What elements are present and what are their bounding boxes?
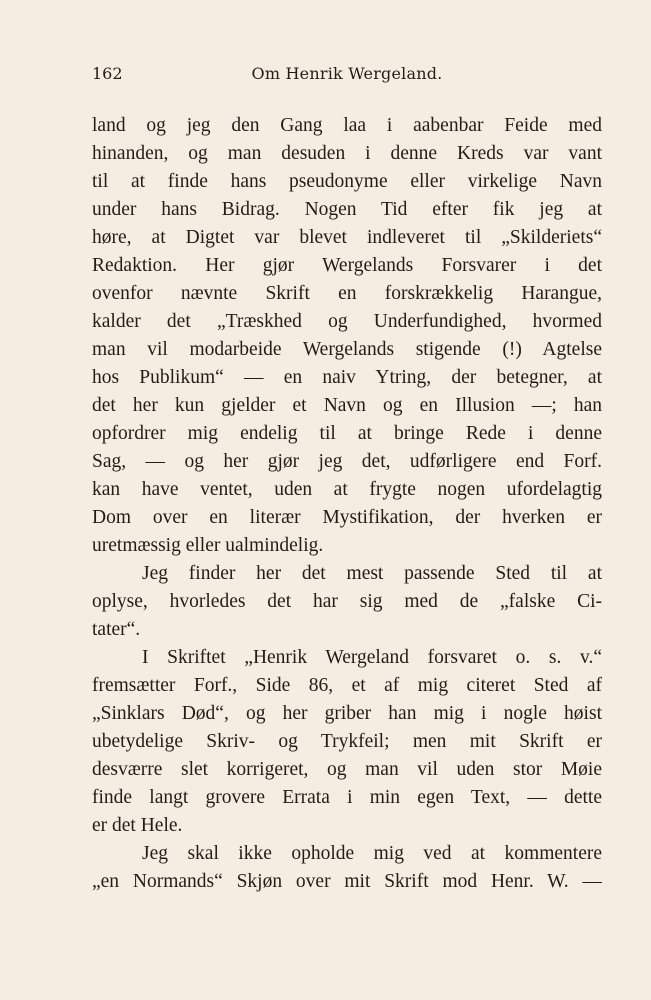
page-number: 162 [92, 64, 123, 83]
text-line: I Skriftet „Henrik Wergeland forsvaret o. s. v.“ [142, 647, 602, 668]
body-text [92, 112, 602, 896]
text-line: opfordrer mig endelig til at bringe Rede i denne [92, 423, 602, 444]
text-line: Redaktion. Her gjør Wergelands Forsvarer i det [92, 255, 602, 276]
text-line: ubetydelige Skriv- og Trykfeil; men mit Skrift er [92, 731, 602, 752]
text-line: hos Publikum“ — en naiv Ytring, der betegner, at [92, 367, 602, 388]
text-line: „en Normands“ Skjøn over mit Skrift mod Henr. W. — [92, 871, 602, 892]
text-line: Sag, — og her gjør jeg det, udførligere end Forf. [92, 451, 602, 472]
text-line: kan have ventet, uden at frygte nogen ufordelagtig [92, 479, 602, 500]
page-header [92, 62, 602, 86]
text-line: høre, at Digtet var blevet indleveret til „Skilderiets“ [92, 227, 602, 248]
text-line: kalder det „Træskhed og Underfundighed, hvormed [92, 311, 602, 332]
text-line: Jeg skal ikke opholde mig ved at kommentere [142, 843, 602, 864]
text-line: er det Hele. [92, 815, 183, 836]
text-line: Jeg finder her det mest passende Sted til at [142, 563, 602, 584]
running-title: Om Henrik Wergeland. [251, 64, 443, 83]
text-line: „Sinklars Død“, og her griber han mig i nogle høist [92, 703, 602, 724]
text-line: desværre slet korrigeret, og man vil uden stor Møie [92, 759, 602, 780]
text-line: tater“. [92, 619, 141, 640]
text-line: ovenfor nævnte Skrift en forskrækkelig Harangue, [92, 283, 602, 304]
text-line: hinanden, og man desuden i denne Kreds var vant [92, 143, 602, 164]
text-line: man vil modarbeide Wergelands stigende (!) Agtelse [92, 339, 602, 360]
text-line: Dom over en literær Mystifikation, der hverken er [92, 507, 602, 528]
text-line: fremsætter Forf., Side 86, et af mig citeret Sted af [92, 675, 602, 696]
text-line: det her kun gjelder et Navn og en Illusion —; han [92, 395, 602, 416]
text-line: til at finde hans pseudonyme eller virkelige Navn [92, 171, 602, 192]
text-line: uretmæssig eller ualmindelig. [92, 535, 324, 556]
text-line: land og jeg den Gang laa i aabenbar Feide med [92, 115, 602, 136]
text-line: oplyse, hvorledes det har sig med de „falske Ci- [92, 591, 602, 612]
text-line: finde langt grovere Errata i min egen Text, — dette [92, 787, 602, 808]
text-line: under hans Bidrag. Nogen Tid efter fik jeg at [92, 199, 602, 220]
